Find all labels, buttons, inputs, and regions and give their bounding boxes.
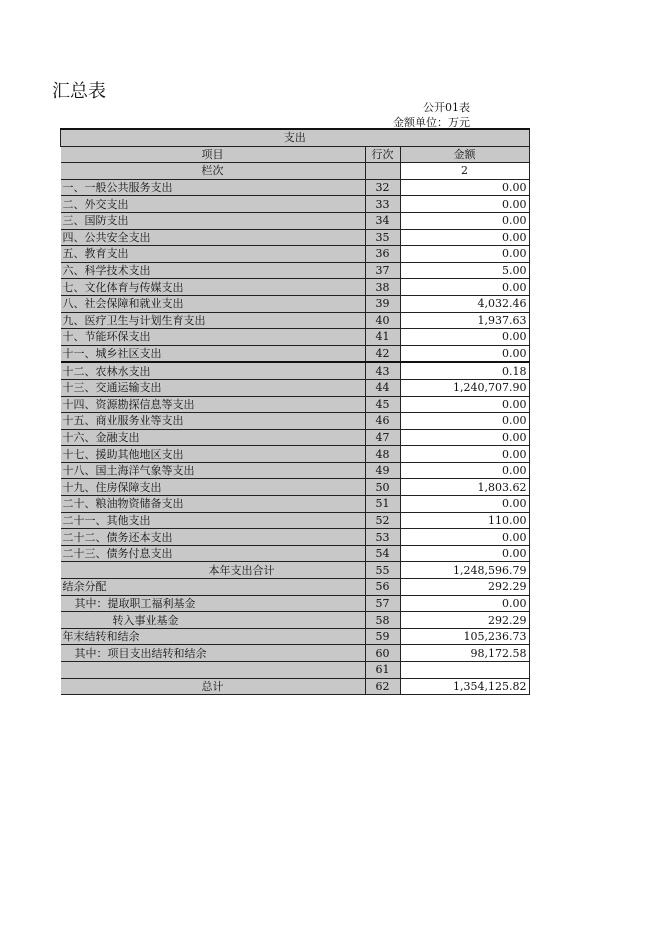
- row-name: 二、外交支出: [61, 196, 366, 213]
- row-amount: 1,937.63: [400, 312, 529, 329]
- column-header-item: 项目: [61, 146, 366, 163]
- table-row: [61, 229, 530, 246]
- row-amount: 0.00: [400, 229, 529, 246]
- row-amount: 292.29: [400, 579, 529, 596]
- table-row: [61, 429, 530, 446]
- row-line: 36: [365, 246, 400, 263]
- row-name: 年末结转和结余: [61, 628, 366, 645]
- row-amount: 0.00: [400, 462, 529, 479]
- section-header-expenditure: 支出: [61, 129, 530, 146]
- row-amount: 0.00: [400, 496, 529, 513]
- table-row: [61, 462, 530, 479]
- row-amount: 0.00: [400, 196, 529, 213]
- table-row: [61, 396, 530, 413]
- row-name: 十一、城乡社区支出: [61, 345, 366, 362]
- row-line: 48: [365, 446, 400, 463]
- column-index-value: 2: [400, 163, 529, 180]
- table-row: [61, 479, 530, 496]
- row-amount: 0.00: [400, 595, 529, 612]
- row-name: 其中：项目支出结转和结余: [61, 645, 366, 662]
- row-amount: 0.00: [400, 396, 529, 413]
- table-row: [61, 345, 530, 362]
- row-name: 十四、资源勘探信息等支出: [61, 396, 366, 413]
- table-row: [61, 362, 530, 379]
- row-name: 十三、交通运输支出: [61, 379, 366, 396]
- table-row: [61, 246, 530, 263]
- column-header-amount: 金额: [400, 146, 529, 163]
- column-header-row: [61, 146, 530, 163]
- report-title: 汇总表: [52, 81, 106, 102]
- table-row: [61, 496, 530, 513]
- amount-unit: 金额单位：万元: [393, 116, 470, 129]
- row-line: 55: [365, 562, 400, 579]
- row-line: 38: [365, 279, 400, 296]
- row-line: 37: [365, 262, 400, 279]
- row-amount: 0.00: [400, 329, 529, 346]
- row-line: 33: [365, 196, 400, 213]
- row-line: 60: [365, 645, 400, 662]
- row-line: 34: [365, 212, 400, 229]
- table-row: [61, 446, 530, 463]
- row-line: 44: [365, 379, 400, 396]
- table-row: [61, 196, 530, 213]
- section-header-row: [61, 129, 530, 146]
- table-row: [61, 545, 530, 562]
- row-name: 十九、住房保障支出: [61, 479, 366, 496]
- row-amount: 0.00: [400, 545, 529, 562]
- row-line: 35: [365, 229, 400, 246]
- row-line: 51: [365, 496, 400, 513]
- row-line: 39: [365, 295, 400, 312]
- table-row: [61, 262, 530, 279]
- row-name: 十七、援助其他地区支出: [61, 446, 366, 463]
- row-line: 49: [365, 462, 400, 479]
- row-name: 一、一般公共服务支出: [61, 179, 366, 196]
- row-line: 41: [365, 329, 400, 346]
- row-name: 二十三、债务付息支出: [61, 545, 366, 562]
- table-row: [61, 645, 530, 662]
- table-row: [61, 512, 530, 529]
- row-amount: 1,240,707.90: [400, 379, 529, 396]
- column-index-line-empty: [365, 163, 400, 180]
- row-line: 50: [365, 479, 400, 496]
- row-line: 62: [365, 678, 400, 695]
- row-amount: 110.00: [400, 512, 529, 529]
- row-name: 十二、农林水支出: [61, 362, 366, 379]
- row-name: 十、节能环保支出: [61, 329, 366, 346]
- column-index-row: [61, 163, 530, 180]
- row-line: 32: [365, 179, 400, 196]
- row-line: 61: [365, 662, 400, 679]
- table-row: [61, 179, 530, 196]
- column-header-line: 行次: [365, 146, 400, 163]
- row-line: 59: [365, 628, 400, 645]
- row-name: 十五、商业服务业等支出: [61, 413, 366, 430]
- row-amount: 4,032.46: [400, 295, 529, 312]
- row-amount: 0.00: [400, 279, 529, 296]
- subtotal-row: [61, 562, 530, 579]
- total-row: [61, 678, 530, 695]
- total-label: 总计: [61, 678, 366, 695]
- row-amount: 98,172.58: [400, 645, 529, 662]
- row-amount: 0.00: [400, 446, 529, 463]
- table-row: [61, 379, 530, 396]
- row-name: [61, 662, 366, 679]
- table-row: [61, 212, 530, 229]
- row-name: 二十一、其他支出: [61, 512, 366, 529]
- table-row: [61, 612, 530, 629]
- row-amount: 105,236.73: [400, 628, 529, 645]
- row-line: 42: [365, 345, 400, 362]
- expenditure-table: [60, 128, 530, 695]
- row-line: 53: [365, 529, 400, 546]
- row-amount: 0.00: [400, 246, 529, 263]
- row-line: 43: [365, 362, 400, 379]
- row-name: 十八、国土海洋气象等支出: [61, 462, 366, 479]
- table-row: [61, 662, 530, 679]
- row-name: 其中：提取职工福利基金: [61, 595, 366, 612]
- row-line: 58: [365, 612, 400, 629]
- form-number: 公开01表: [423, 101, 470, 114]
- row-name: 二十二、债务还本支出: [61, 529, 366, 546]
- row-name: 转入事业基金: [61, 612, 366, 629]
- row-line: 52: [365, 512, 400, 529]
- column-index-label: 栏次: [61, 163, 366, 180]
- table-row: [61, 579, 530, 596]
- row-line: 54: [365, 545, 400, 562]
- table-row: [61, 413, 530, 430]
- row-name: 五、教育支出: [61, 246, 366, 263]
- row-name: 六、科学技术支出: [61, 262, 366, 279]
- table-row: [61, 295, 530, 312]
- row-line: 40: [365, 312, 400, 329]
- row-name: 十六、金融支出: [61, 429, 366, 446]
- row-amount: 292.29: [400, 612, 529, 629]
- row-amount: 0.00: [400, 345, 529, 362]
- row-name: 结余分配: [61, 579, 366, 596]
- total-amount: 1,354,125.82: [400, 678, 529, 695]
- row-amount: [400, 662, 529, 679]
- table-row: [61, 279, 530, 296]
- row-name: 四、公共安全支出: [61, 229, 366, 246]
- row-name: 二十、粮油物资储备支出: [61, 496, 366, 513]
- row-amount: 0.00: [400, 429, 529, 446]
- subtotal-label: 本年支出合计: [61, 562, 366, 579]
- row-line: 45: [365, 396, 400, 413]
- row-line: 57: [365, 595, 400, 612]
- row-amount: 0.00: [400, 413, 529, 430]
- row-line: 47: [365, 429, 400, 446]
- row-name: 九、医疗卫生与计划生育支出: [61, 312, 366, 329]
- row-name: 八、社会保障和就业支出: [61, 295, 366, 312]
- subtotal-amount: 1,248,596.79: [400, 562, 529, 579]
- table-row: [61, 595, 530, 612]
- row-name: 三、国防支出: [61, 212, 366, 229]
- table-row: [61, 329, 530, 346]
- table-row: [61, 529, 530, 546]
- row-amount: 0.00: [400, 529, 529, 546]
- row-amount: 0.00: [400, 212, 529, 229]
- row-amount: 1,803.62: [400, 479, 529, 496]
- row-name: 七、文化体育与传媒支出: [61, 279, 366, 296]
- table-row: [61, 312, 530, 329]
- row-line: 46: [365, 413, 400, 430]
- row-amount: 5.00: [400, 262, 529, 279]
- row-amount: 0.18: [400, 362, 529, 379]
- row-amount: 0.00: [400, 179, 529, 196]
- row-line: 56: [365, 579, 400, 596]
- table-row: [61, 628, 530, 645]
